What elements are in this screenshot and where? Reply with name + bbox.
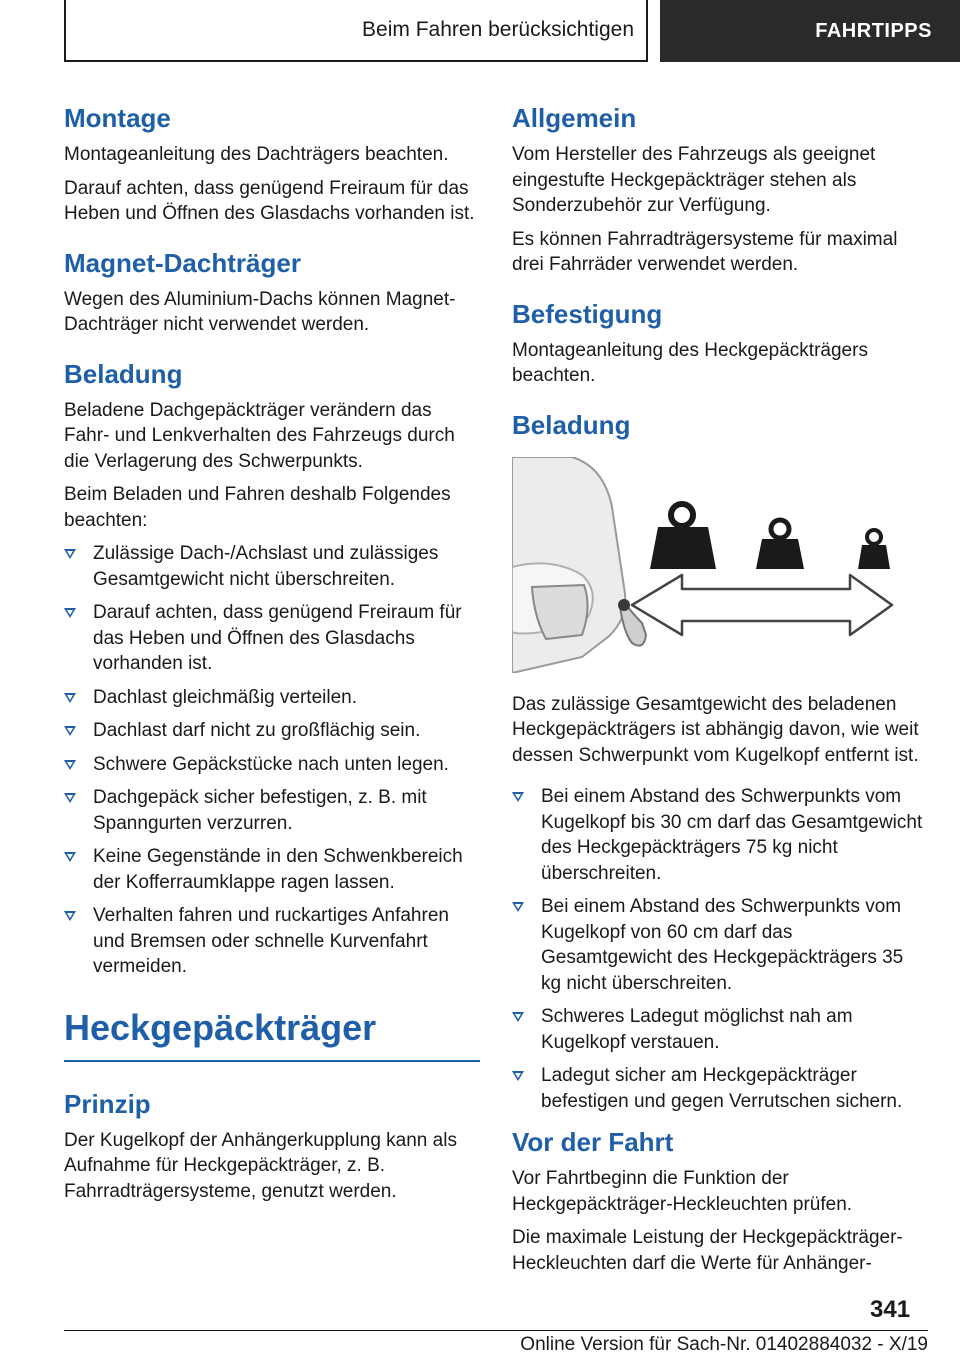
list-item: Dachlast darf nicht zu großflächig sein. [64, 718, 480, 744]
list-item: Keine Gegenstände in den Schwenkbereich der Kofferraumklappe ragen lassen. [64, 844, 480, 895]
heading-montage: Montage [64, 103, 171, 133]
heading-beladung: Beladung [64, 358, 183, 389]
heading-allgemein: Allgemein [512, 103, 637, 133]
bullet-list [512, 784, 928, 1114]
paragraph: Montageanleitung des Dachträgers beachten. [64, 144, 449, 165]
list-item: Dachlast gleichmäßig verteilen. [64, 685, 480, 711]
heading-vor-der-fahrt: Vor der Fahrt [512, 1127, 674, 1157]
paragraph: Beim Beladen und Fahren deshalb Folgendes beachten: [64, 484, 451, 531]
paragraph: Vom Hersteller des Fahrzeugs als geeignet eingestufte Heckgepäckträger stehen als Sonderzubehör zur Verfügung. [512, 144, 876, 216]
heading-prinzip: Prinzip [64, 1088, 151, 1119]
section-vor-der-fahrt [512, 1124, 928, 1276]
triangle-bullet-icon [64, 760, 76, 770]
paragraph: Beladene Dachgepäckträger verändern das Fahr- und Lenkverhalten des Fahrzeugs durch die Verlagerung des Schwerpunkts. [64, 399, 455, 472]
triangle-bullet-icon [64, 726, 76, 736]
header-section-title: Beim Fahren berücksichtigen [362, 18, 634, 41]
paragraph: Darauf achten, dass genügend Freiraum für das Heben und Öffnen des Glasdachs vorhanden ist. [64, 177, 475, 224]
triangle-bullet-icon [64, 793, 76, 803]
list-item: Zulässige Dach-/Achslast und zulässiges Gesamtgewicht nicht überschreiten. [64, 541, 480, 592]
section-prinzip [64, 1086, 480, 1205]
page-number: 341 [870, 1296, 911, 1323]
paragraph: Vor Fahrtbeginn die Funktion der Heckgepäckträger-Heckleuchten prüfen. [512, 1168, 853, 1215]
section-befestigung [512, 296, 928, 389]
hitch-load-illustration [512, 457, 928, 673]
header-chapter [660, 0, 960, 62]
list-item: Bei einem Abstand des Schwerpunkts vom Kugelkopf bis 30 cm darf das Gesamtgewicht des Heckgepäckträgers 75 kg nicht überschreiten. [512, 784, 928, 886]
paragraph: Die maximale Leistung der Heckgepäckträger-Heckleuchten darf die Werte für Anhänger- [512, 1227, 903, 1274]
header-section [64, 0, 648, 62]
list-item: Darauf achten, dass genügend Freiraum für das Heben und Öffnen des Glasdachs vorhanden ist. [64, 600, 480, 677]
section-magnet [64, 245, 480, 338]
section-beladung-heck [512, 407, 928, 1115]
left-column [64, 100, 480, 1222]
list-item: Verhalten fahren und ruckartiges Anfahren und Bremsen oder schnelle Kurvenfahrt vermeiden. [64, 903, 480, 980]
list-item: Schwere Gepäckstücke nach unten legen. [64, 752, 480, 778]
triangle-bullet-icon [64, 608, 76, 618]
heading-beladung-heck: Beladung [512, 409, 631, 440]
footer-divider [64, 1330, 928, 1331]
list-item: Schweres Ladegut möglichst nah am Kugelkopf verstauen. [512, 1004, 928, 1055]
heading-befestigung: Befestigung [512, 298, 663, 329]
right-column [512, 100, 928, 1294]
footer-text: Online Version für Sach-Nr. 01402884032 - X/19 [520, 1334, 928, 1355]
paragraph: Montageanleitung des Heckgepäckträgers beachten. [512, 339, 868, 386]
heading-magnet: Magnet-Dachträger [64, 247, 301, 278]
section-allgemein [512, 100, 928, 278]
section-beladung-dach [64, 356, 480, 980]
triangle-bullet-icon [64, 693, 76, 703]
paragraph: Wegen des Aluminium-Dachs können Magnet-Dachträger nicht verwendet werden. [64, 288, 456, 335]
triangle-bullet-icon [512, 1012, 524, 1022]
triangle-bullet-icon [64, 549, 76, 559]
triangle-bullet-icon [512, 1071, 524, 1081]
section-heckgepaecktraeger [64, 1006, 480, 1062]
bullet-list [64, 541, 480, 980]
section-montage [64, 100, 480, 227]
paragraph: Der Kugelkopf der Anhängerkupplung kann als Aufnahme für Heckgepäckträger, z. B. Fahrradträgersysteme, genutzt werden. [64, 1129, 457, 1202]
triangle-bullet-icon [512, 902, 524, 912]
list-item: Ladegut sicher am Heckgepäckträger befestigen und gegen Verrutschen sichern. [512, 1063, 928, 1114]
triangle-bullet-icon [64, 852, 76, 862]
chapter-heading-heckgepaecktraeger: Heckgepäckträger [64, 1006, 480, 1062]
list-item: Bei einem Abstand des Schwerpunkts vom Kugelkopf von 60 cm darf das Gesamtgewicht des Heckgepäckträgers 35 kg nicht überschreiten. [512, 894, 928, 996]
triangle-bullet-icon [512, 792, 524, 802]
list-item: Dachgepäck sicher befestigen, z. B. mit Spanngurten verzurren. [64, 785, 480, 836]
paragraph: Das zulässige Gesamtgewicht des beladenen Heckgepäckträgers ist abhängig davon, wie weit dessen Schwerpunkt vom Kugelkopf entfernt ist. [512, 693, 919, 766]
paragraph: Es können Fahrradträgersysteme für maximal drei Fahrräder verwendet werden. [512, 228, 898, 275]
header-chapter-title: FAHRTIPPS [815, 19, 932, 42]
triangle-bullet-icon [64, 911, 76, 921]
